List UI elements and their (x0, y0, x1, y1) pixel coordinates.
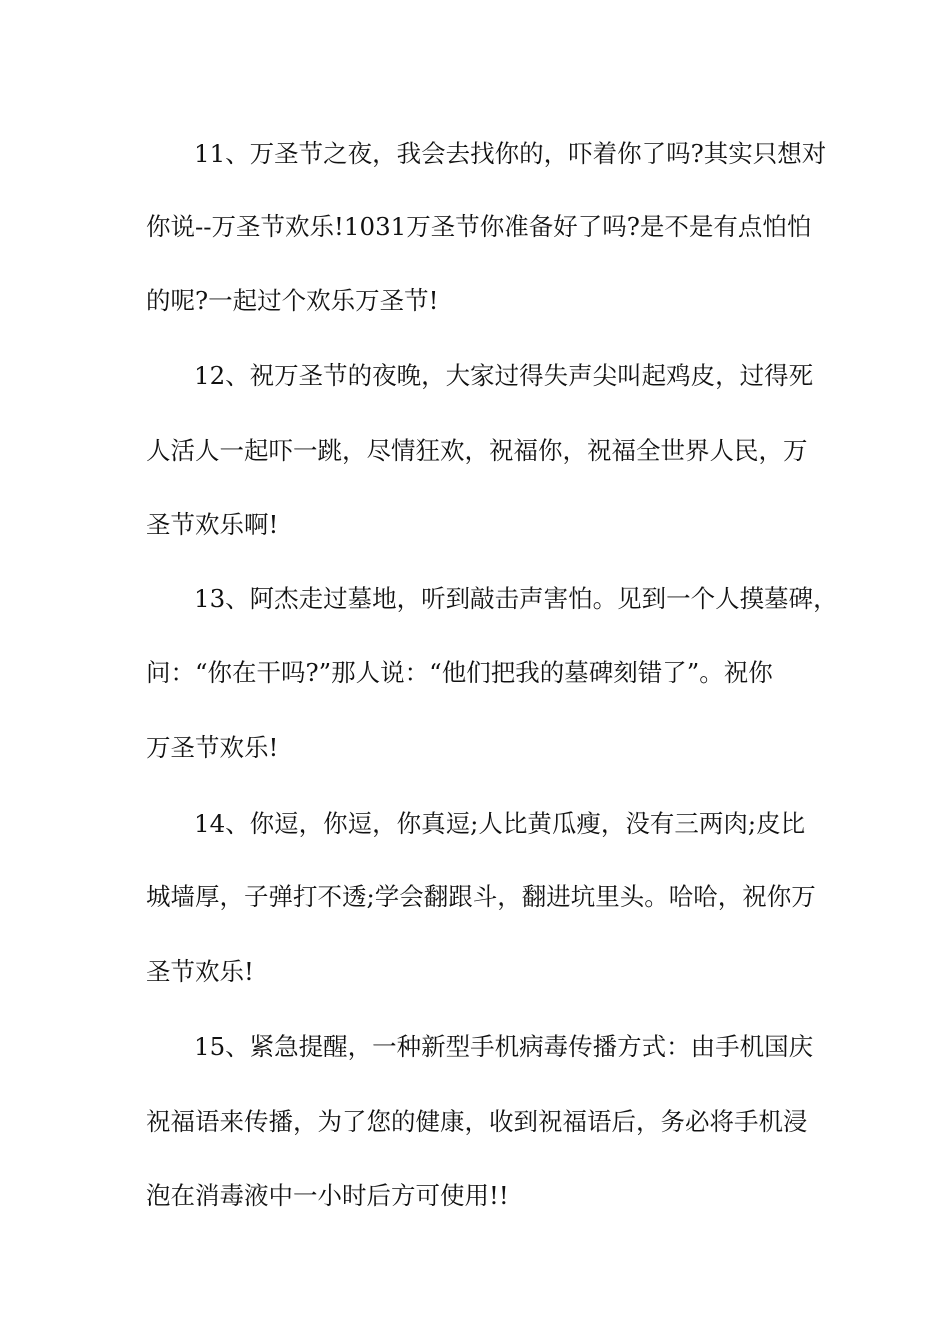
text-line: 祝福语来传播，为了您的健康，收到祝福语后，务必将手机浸 (146, 1107, 808, 1136)
text-line: 人活人一起吓一跳，尽情狂欢，祝福你，祝福全世界人民，万 (146, 436, 808, 465)
text-line: 问：“你在干吗?”那人说：“他们把我的墓碑刻错了”。祝你 (146, 658, 773, 687)
text-line: 14、你逗，你逗，你真逗;人比黄瓜瘦，没有三两肉;皮比 (194, 809, 806, 838)
text-line: 圣节欢乐啊! (146, 510, 279, 539)
text-line: 的呢?一起过个欢乐万圣节! (146, 286, 439, 315)
text-line: 11、万圣节之夜，我会去找你的，吓着你了吗?其实只想对 (194, 139, 827, 168)
text-line: 13、阿杰走过墓地，听到敲击声害怕。见到一个人摸墓碑， (194, 584, 838, 613)
text-line: 泡在消毒液中一小时后方可使用!! (146, 1181, 509, 1210)
text-line: 12、祝万圣节的夜晚，大家过得失声尖叫起鸡皮，过得死 (194, 361, 814, 390)
text-line: 万圣节欢乐! (146, 733, 279, 762)
text-line: 圣节欢乐! (146, 957, 254, 986)
text-line: 你说--万圣节欢乐!1031万圣节你准备好了吗?是不是有点怕怕 (146, 212, 812, 241)
text-line: 城墙厚，子弹打不透;学会翻跟斗，翻进坑里头。哈哈，祝你万 (146, 882, 816, 911)
text-line: 15、紧急提醒，一种新型手机病毒传播方式：由手机国庆 (194, 1032, 814, 1061)
